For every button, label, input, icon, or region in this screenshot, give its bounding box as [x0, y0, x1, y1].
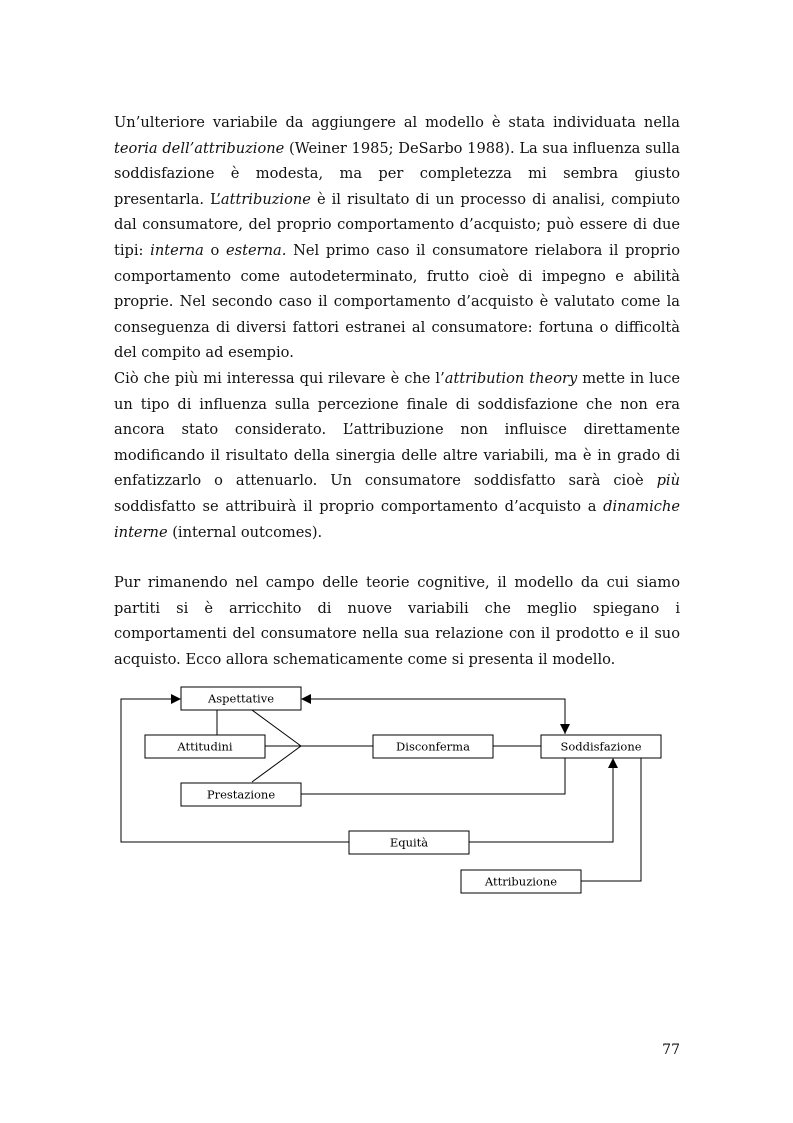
node-label: Equità: [389, 835, 429, 850]
italic-term: attribution theory: [444, 369, 578, 387]
equita-to-aspettative-arrow: [121, 699, 349, 842]
node-label: Aspettative: [207, 691, 275, 706]
node-attribuzione: [461, 870, 581, 893]
node-prestazione: [181, 783, 301, 806]
text-span: soddisfatto se attribuirà il proprio comportamento d’acquisto a: [114, 497, 604, 515]
text-span: Un’ulteriore variabile da aggiungere al modello è stata individuata nella: [114, 114, 680, 131]
node-equita: [349, 831, 469, 854]
text-span: mette in luce un tipo di influenza sulla percezione finale di soddisfazione che non era ancora stato considerato. L’attribuzione non influisce direttamente modificando il risultato della sinergia delle altre variabili, ma è in grado di enfatizzarlo o attenuarlo. Un consumatore soddisfatto sarà cioè: [114, 369, 681, 490]
italic-term: esterna.: [226, 241, 287, 259]
text-span: è il risultato di un processo di analisi, compiuto dal consumatore, del proprio comportamento d’acquisto; può essere di due tipi:: [114, 190, 680, 259]
node-label: Soddisfazione: [560, 739, 642, 754]
italic-term: interna: [150, 241, 204, 259]
node-soddisfazione: [541, 735, 661, 758]
italic-term: teoria dell’attribuzione: [114, 139, 285, 157]
node-label: Prestazione: [206, 787, 276, 802]
page-number: 77: [662, 1042, 680, 1058]
text-span: (internal outcomes).: [167, 523, 323, 541]
italic-term: più: [656, 472, 680, 490]
equita-to-soddisfazione-arrow: [469, 759, 613, 842]
italic-term: attribuzione: [220, 190, 311, 208]
prestazione-to-soddisfazione-line: [301, 758, 565, 794]
node-label: Disconferma: [396, 739, 470, 754]
text-span: Ciò che più mi interessa qui rilevare è che l’: [114, 369, 445, 387]
italic-term: dinamiche interne: [114, 497, 680, 541]
paragraph-attribution-intro: [114, 110, 680, 366]
satisfaction-model-diagram: [0, 680, 793, 910]
body-text-model: [114, 570, 680, 672]
node-disconferma: [373, 735, 493, 758]
text-span: Nel primo caso il consumatore rielabora il proprio comportamento come autodeterminato, frutto cioè di impegno e abilità proprie. Nel secondo caso il comportamento d’acquisto è valutato come la conseguenza di diversi fattori estranei al consumatore: fortuna o difficoltà del compito ad esempio.: [114, 241, 680, 362]
body-text: [114, 110, 680, 545]
paragraph-attribution-theory: [114, 366, 680, 545]
node-label: Attribuzione: [484, 874, 558, 889]
node-aspettative: [181, 687, 301, 710]
paragraph-model-intro: Pur rimanendo nel campo delle teorie cognitive, il modello da cui siamo partiti si è arricchito di nuove variabili che meglio spiegano i comportamenti del consumatore nella sua relazione con il prodotto e il suo acquisto. Ecco allora schematicamente come si presenta il modello.: [114, 574, 680, 668]
attribuzione-to-soddisfazione-line: [581, 758, 641, 881]
node-attitudini: [145, 735, 265, 758]
text-span: (Weiner 1985; DeSarbo 1988). La sua influenza sulla soddisfazione è modesta, ma per completezza mi sembra giusto presentarla. L’: [114, 139, 680, 208]
text-span: o: [203, 241, 227, 259]
node-label: Attitudini: [177, 739, 233, 754]
soddisfazione-to-aspettative-arrow: [302, 699, 565, 734]
